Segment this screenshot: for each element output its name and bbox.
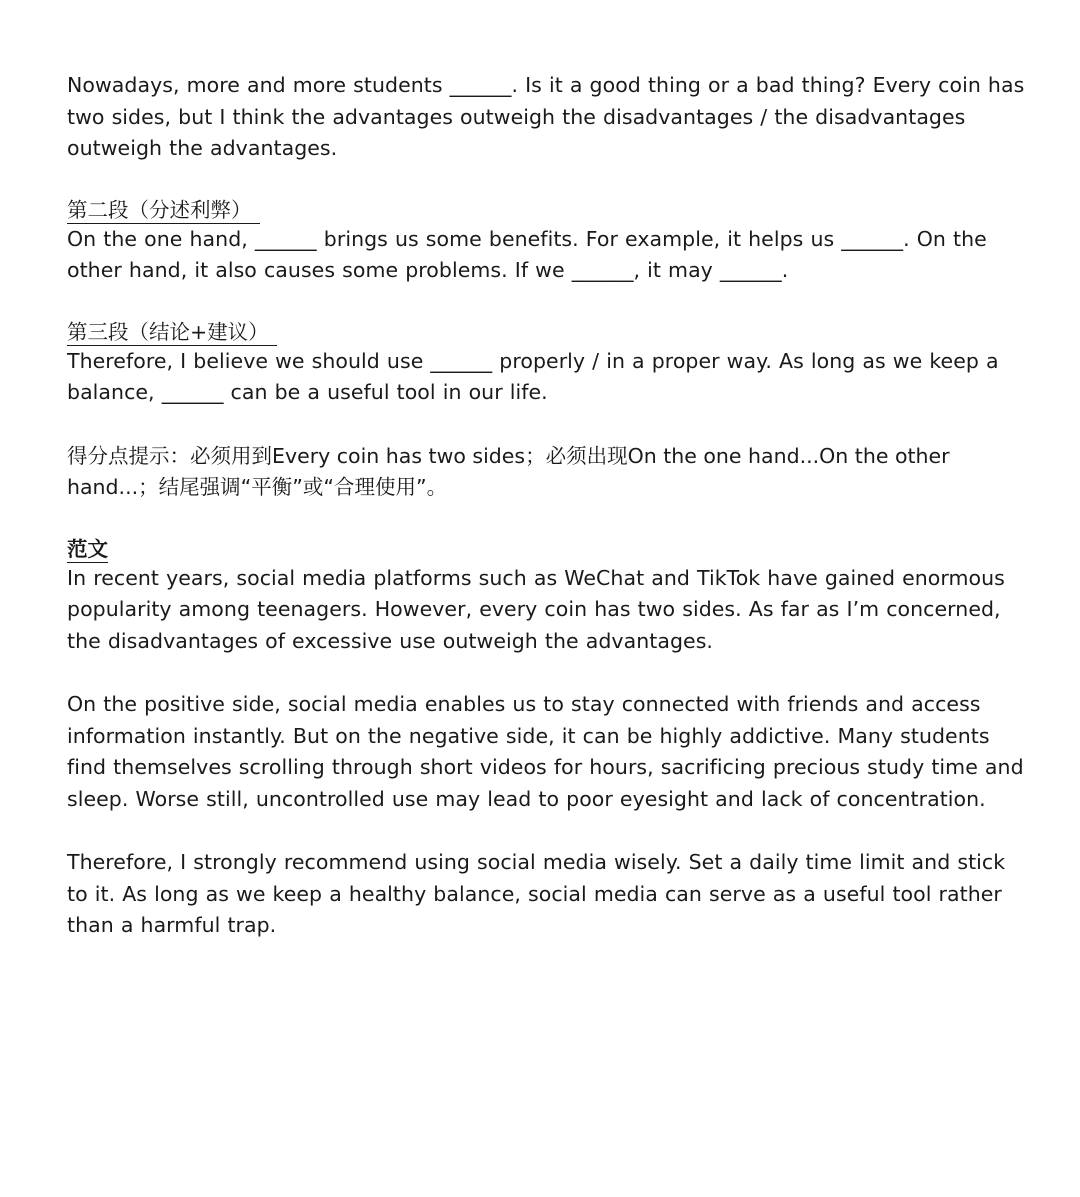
spacer bbox=[67, 165, 1027, 197]
section-3-text: Therefore, I believe we should use ______ properly / in a proper way. As long as we keep a balance, ______ can be a useful tool in our life. bbox=[67, 348, 999, 404]
spacer bbox=[67, 815, 1027, 847]
model-essay-paragraph-1: In recent years, social media platforms such as WeChat and TikTok have gained enormous popularity among teenagers. However, every coin has two sides. As far as I’m concerned, the disadvantages of excessive use outweigh the advantages. bbox=[67, 565, 1005, 653]
model-essay bbox=[67, 536, 1027, 942]
spacer bbox=[67, 657, 1027, 689]
model-essay-paragraph-2: On the positive side, social media enables us to stay connected with friends and access information instantly. But on the negative side, it can be highly addictive. Many students find themselves scrolling through short videos for hours, sacrificing precious study time and sleep. Worse still, uncontrolled use may lead to poor eyesight and lack of concentration. bbox=[67, 692, 1024, 811]
scoring-hint: 得分点提示：必须用到Every coin has two sides；必须出现On the one hand...On the other hand...；结尾强调“平衡”或“合理使用”。 bbox=[67, 443, 950, 499]
model-essay-heading: 范文 bbox=[67, 536, 108, 561]
template-paragraph-1: Nowadays, more and more students ______. Is it a good thing or a bad thing? Every coin has two sides, but I think the advantages outweigh the disadvantages / the disadvantages outweigh the advantages. bbox=[67, 73, 1025, 160]
spacer bbox=[67, 287, 1027, 319]
spacer bbox=[67, 504, 1027, 536]
section-2-text: On the one hand, ______ brings us some benefits. For example, it helps us ______. On the other hand, it also causes some problems. If we ______, it may ______. bbox=[67, 226, 987, 282]
section-2-heading: 第二段（分述利弊） bbox=[67, 197, 260, 224]
section-3-heading: 第三段（结论+建议） bbox=[67, 319, 277, 346]
section-3 bbox=[67, 319, 1027, 409]
model-essay-paragraph-3: Therefore, I strongly recommend using social media wisely. Set a daily time limit and stick to it. As long as we keep a healthy balance, social media can serve as a useful tool rather than a harmful trap. bbox=[67, 850, 1006, 937]
document-page bbox=[67, 70, 1027, 942]
spacer bbox=[67, 409, 1027, 441]
section-2 bbox=[67, 197, 1027, 287]
